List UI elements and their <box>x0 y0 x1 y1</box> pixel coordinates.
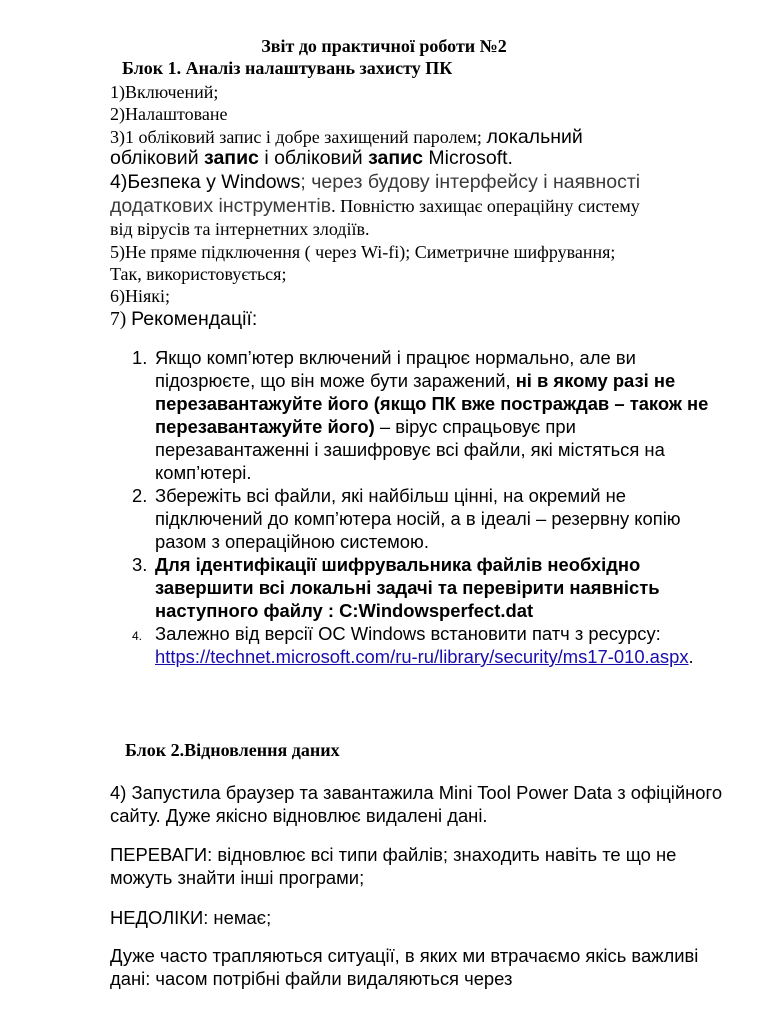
report-title: Звіт до практичної роботи №2 <box>261 36 507 56</box>
block1-heading: Блок 1. Аналіз налаштувань захисту ПК <box>122 58 453 78</box>
answer-4-seg-c: додаткових інструментів <box>110 195 332 217</box>
recommendation-text: Збережіть всі файли, які найбільш цінні, на окремий не підключений до комп’ютера носій, а в ідеалі – резервну копію разом з операційною системою. <box>155 485 681 552</box>
recommendation-number: 2. <box>132 485 148 506</box>
paragraph-disadvantages: НЕДОЛІКИ: немає; <box>110 907 272 928</box>
block2-heading: Блок 2.Відновлення даних <box>125 740 340 760</box>
answer-6: 6)Ніякі; <box>110 286 171 306</box>
recommendation-number: 3. <box>132 554 148 575</box>
recommendations-list <box>110 346 730 668</box>
answer-1: 1)Включений; <box>110 82 219 102</box>
recommendation-text: Для ідентифікації шифрувальника файлів необхідно завершити всі локальні задачі та перевірити наявність наступного файлу : C:Windowsperfect.dat <box>155 554 660 621</box>
answer-4-seg-b: ; через будову інтерфейсу і наявності <box>300 171 641 193</box>
recommendation-number: 4. <box>132 629 143 643</box>
answer-4-line2 <box>110 195 640 218</box>
answer-3-seg-a: обліковий <box>110 147 205 169</box>
answer-3-text: 3)1 обліковий запис і добре захищений паролем; <box>110 127 487 147</box>
ms17-010-link[interactable]: https://technet.microsoft.com/ru-ru/library/security/ms17-010.aspx <box>155 646 689 667</box>
answer-7 <box>110 308 257 331</box>
recommendation-text-end: – вірус спрацьовує при перезавантаженні і зашифровує всі файли, які містяться на комп’ютері. <box>155 416 665 483</box>
answer-3-seg-b: запис <box>204 147 259 169</box>
recommendation-text: Залежно від версії ОС Windows встановити патч з ресурсу: <box>155 623 661 644</box>
answer-3-local: локальний <box>486 126 583 148</box>
paragraph-advantages: ПЕРЕВАГИ: відновлює всі типи файлів; знаходить навіть те що не можуть знайти інші програми; <box>110 844 677 888</box>
answer-7-label: Рекомендації: <box>131 308 258 330</box>
answer-5-line1: 5)Не пряме підключення ( через Wi-fi); Симетричне шифрування; <box>110 242 616 262</box>
answer-3-line1 <box>110 126 583 149</box>
recommendation-item <box>110 622 730 668</box>
recommendation-emphasis: ні в якому разі не перезавантажуйте його (якщо ПК вже постраждав – також не перезавантажуйте його) <box>155 370 709 437</box>
answer-3-seg-d: запис <box>368 147 424 169</box>
answer-4-seg-d: . Повністю захищає операційну систему <box>331 196 640 216</box>
paragraph-intro: Дуже часто трапляються ситуації, в яких ми втрачаємо якісь важливі дані: часом потрібні файли видаляються через <box>110 945 699 989</box>
answer-4-seg-a: 4)Безпека у Windows <box>110 171 301 193</box>
recommendation-number: 1. <box>132 347 148 368</box>
answer-3-line2 <box>110 147 513 170</box>
recommendation-text: Якщо комп’ютер включений і працює нормально, але ви підозрюєте, що він може бути заражений, <box>155 347 636 391</box>
answer-4-line1 <box>110 171 640 194</box>
answer-3-seg-c: і обліковий <box>258 147 369 169</box>
answer-7-num: 7) <box>110 309 132 330</box>
answer-3-seg-e: Microsoft. <box>423 147 513 169</box>
recommendation-item <box>110 484 730 553</box>
recommendation-item <box>110 346 730 484</box>
recommendation-item <box>110 553 730 622</box>
answer-5-line2: Так, використовується; <box>110 264 287 284</box>
answer-4-line3: від вірусів та інтернетних злодіїв. <box>110 219 370 239</box>
paragraph-tool: 4) Запустила браузер та завантажила Mini Tool Power Data з офіційного сайту. Дуже якісно відновлює видалені дані. <box>110 782 723 826</box>
recommendation-text-end: . <box>688 646 694 667</box>
answer-2: 2)Налаштоване <box>110 104 228 124</box>
